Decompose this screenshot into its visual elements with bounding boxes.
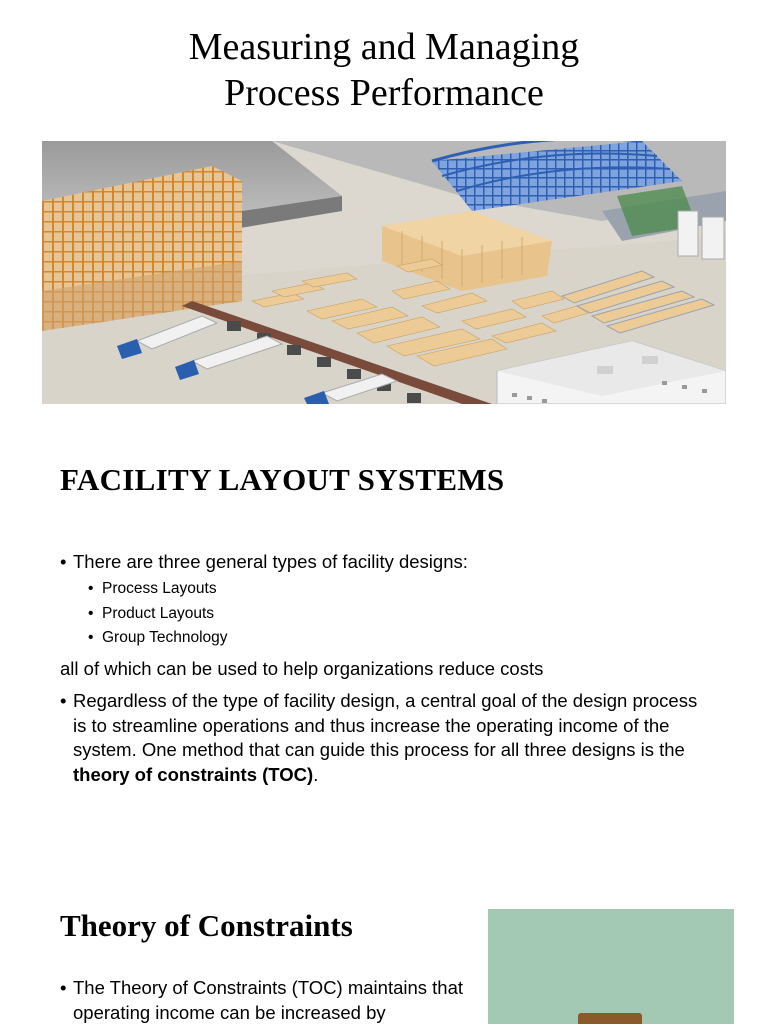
bullet-dot: • [88,629,94,646]
section-heading-theory-of-constraints: Theory of Constraints [60,908,353,943]
bullet-design-goal: • Regardless of the type of facility design, a central goal of the design process is to streamline operations and thus increase the operating income of the system. One method that can guide this process for all three designs is the theory of constraints (TOC). [60,690,698,785]
bullet-dot: • [60,690,67,711]
bullet-dot: • [88,605,94,622]
slide-title-line-2: Process Performance [224,72,544,114]
warehouse-illustration-icon [42,141,726,404]
section-heading-facility-layout: FACILITY LAYOUT SYSTEMS [60,462,505,497]
toc-emphasis: theory of constraints (TOC) [73,763,314,785]
summary-line: all of which can be used to help organizations reduce costs [60,658,544,679]
bullet-general-types: • There are three general types of facility designs: [60,550,720,575]
slide-title [0,24,768,116]
bullet-dot: • [60,551,67,572]
slide-title-line-1: Measuring and Managing [188,26,580,68]
bullet-dot: • [60,977,67,998]
list-item: • Process Layouts [88,577,217,601]
bullet-toc-definition: • The Theory of Constraints (TOC) maintains that operating income can be increased by [60,977,464,1023]
toc-illustration-panel [488,909,734,1024]
list-item: • Group Technology [88,626,228,650]
illustration-block [578,1013,642,1024]
bullet-dot: • [88,580,94,597]
list-item: • Product Layouts [88,602,214,626]
